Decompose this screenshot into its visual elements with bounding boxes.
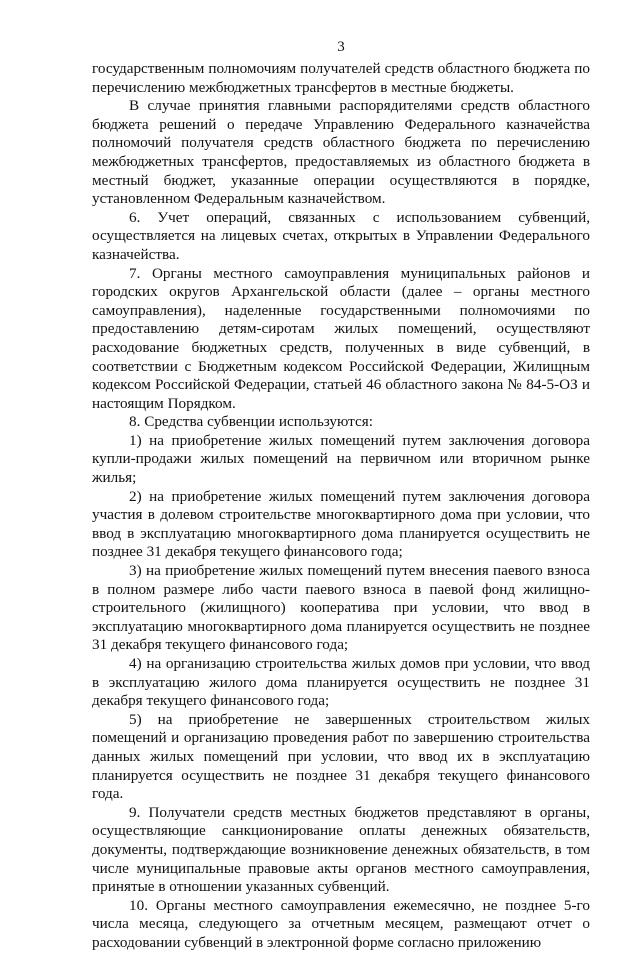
- paragraph-subitem-2: 2) на приобретение жилых помещений путем заключения договора участия в долевом строительстве многоквартирного дома при условии, что ввод в эксплуатацию многоквартирного дома планируется осуществить не позднее 31 декабря текущего финансового года;: [92, 487, 590, 561]
- paragraph-item-9: 9. Получатели средств местных бюджетов представляют в органы, осуществляющие санкционирование оплаты денежных обязательств, документы, подтверждающие возникновение денежных обязательств, в том числе муниципальные правовые акты органов местного самоуправления, принятые в отношении указанных субвенций.: [92, 803, 590, 896]
- page-number: 3: [337, 39, 345, 55]
- paragraph-continuation: государственным полномочиям получателей средств областного бюджета по перечислению межбюджетных трансфертов в местные бюджеты.: [92, 60, 590, 96]
- paragraph-subitem-5: 5) на приобретение не завершенных строительством жилых помещений и организацию проведения работ по завершению строительства данных жилых помещений при условии, что ввод их в эксплуатацию планируется осуществить не позднее 31 декабря текущего финансового года.: [92, 710, 590, 803]
- paragraph-subitem-3: 3) на приобретение жилых помещений путем внесения паевого взноса в полном размере либо части паевого взноса в паевой фонд жилищно-строительного (жилищного) кооператива при условии, что ввод в эксплуатацию многоквартирного дома планируется осуществить не позднее 31 декабря текущего финансового года;: [92, 562, 590, 654]
- paragraph-item-8: 8. Средства субвенции используются:: [129, 413, 373, 431]
- paragraph-subitem-4: 4) на организацию строительства жилых домов при условии, что ввод в эксплуатацию жилого дома планируется осуществить не позднее 31 декабря текущего финансового года;: [92, 655, 590, 710]
- paragraph-treasury-transfer: В случае принятия главными распорядителями средств областного бюджета решений о передаче Управлению Федерального казначейства полномочий получателя средств областного бюджета по перечислению межбюджетных трансфертов, предоставляемых из областного бюджета в местный бюджет, указанные операции осуществляются в порядке, установленном Федеральным казначейством.: [92, 97, 590, 208]
- paragraph-item-6: 6. Учет операций, связанных с использованием субвенций, осуществляется на лицевых счетах, открытых в Управлении Федерального казначейства.: [92, 208, 590, 263]
- paragraph-subitem-1: 1) на приобретение жилых помещений путем заключения договора купли-продажи жилых помещений на первичном или вторичном рынке жилья;: [92, 431, 590, 487]
- paragraph-item-10: 10. Органы местного самоуправления ежемесячно, не позднее 5-го числа месяца, следующего за отчетным месяцем, размещают отчет о расходовании субвенций в электронной форме согласно приложению: [92, 896, 590, 951]
- paragraph-item-7: 7. Органы местного самоуправления муниципальных районов и городских округов Архангельской области (далее – органы местного самоуправления), наделенные государственными полномочиями по предоставлению детям-сиротам жилых помещений, осуществляют расходование бюджетных средств, полученных в виде субвенций, в соответствии с Бюджетным кодексом Российской Федерации, Жилищным кодексом Российской Федерации, статьей 46 областного закона № 84-5-ОЗ и настоящим Порядком.: [92, 264, 590, 412]
